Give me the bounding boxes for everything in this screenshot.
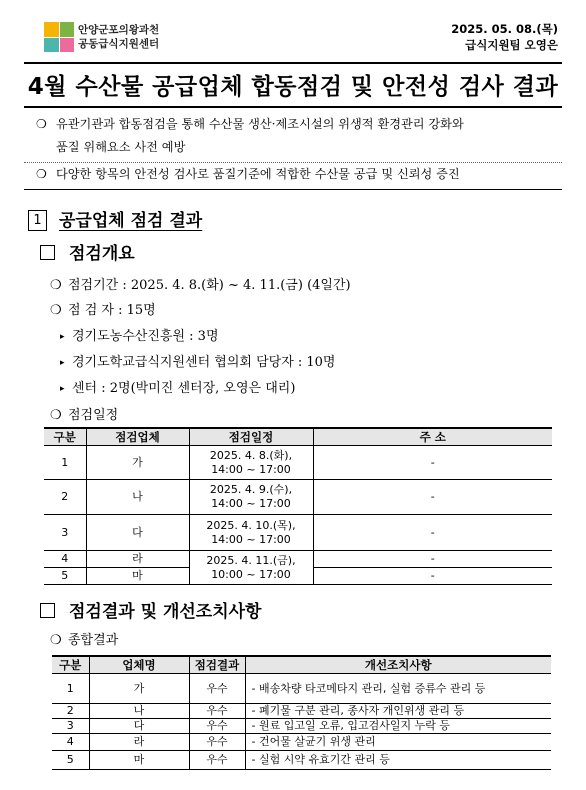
row-address: - [313, 446, 552, 480]
row-action: - 원료 입고일 오류, 입고검사일지 누락 등 [245, 719, 551, 734]
row-action: - 폐기물 구분 관리, 종사자 개인위생 관리 등 [245, 704, 551, 719]
logo-cell [44, 38, 59, 53]
square-bullet-icon [40, 603, 55, 618]
row-company: 마 [89, 751, 189, 770]
row-company: 가 [86, 446, 189, 480]
row-no: 3 [44, 515, 86, 551]
page-title: 4월 수산물 공급업체 합동점검 및 안전성 검사 결과 [27, 74, 559, 100]
row-action: - 건어물 살균기 위생 관리 [245, 734, 551, 751]
table-row [44, 446, 552, 480]
row-date: 2025. 4. 10.(목), [206, 518, 296, 532]
results-heading [40, 597, 261, 622]
row-no: 1 [52, 674, 89, 704]
row-result: 우수 [189, 734, 245, 751]
row-time: 14:00 ~ 17:00 [211, 462, 291, 476]
intro-item-2 [36, 163, 460, 186]
section-number: 1 [28, 210, 47, 231]
table-row [52, 751, 551, 770]
table-row [52, 734, 551, 751]
inspection-period [50, 274, 351, 293]
row-no: 4 [52, 734, 89, 751]
col-header-company: 업체명 [89, 656, 189, 674]
col-header-company: 점검업체 [86, 428, 189, 446]
row-no: 1 [44, 446, 86, 480]
row-no: 2 [52, 704, 89, 719]
table-row [44, 480, 552, 515]
inspector-group-2 [60, 351, 336, 370]
row-address: - [313, 568, 552, 585]
col-header-schedule: 점검일정 [189, 428, 313, 446]
overview-heading [40, 239, 135, 264]
row-no: 3 [52, 719, 89, 734]
row-date: 2025. 4. 8.(화), [209, 448, 293, 462]
section-1-heading [28, 206, 202, 231]
logo-cell [60, 22, 75, 37]
triangle-bullet-icon: ▸ [60, 384, 65, 394]
intro-bottom-rule [24, 189, 562, 190]
row-action: - 실험 시약 유효기간 관리 등 [245, 751, 551, 770]
col-header-address: 주 소 [313, 428, 552, 446]
row-date: 2025. 4. 9.(수), [209, 483, 293, 496]
row-no: 2 [44, 480, 86, 515]
overview-heading-text: 점검개요 [69, 244, 135, 264]
row-company: 라 [89, 734, 189, 751]
intro-item-2-text: 다양한 항목의 안전성 검사로 품질기준에 적합한 수산물 공급 및 신뢰성 증진 [56, 167, 460, 181]
row-company: 나 [86, 480, 189, 515]
table-row [44, 515, 552, 551]
row-time: 14:00 ~ 17:00 [211, 532, 291, 546]
inspectors [50, 299, 156, 318]
row-company: 가 [89, 674, 189, 704]
doc-meta [451, 21, 558, 53]
intro-item-1-line1: 유관기관과 합동점검을 통해 수산물 생산·제조시설의 위생적 환경관리 강화와 [56, 117, 464, 131]
row-company: 다 [89, 719, 189, 734]
inspector-group-1-text: 경기도농수산진흥원 : 3명 [72, 329, 219, 344]
row-company: 나 [89, 704, 189, 719]
row-date: 2025. 4. 11.(금), [206, 553, 296, 567]
hollow-circle-bullet-icon: ❍ [50, 633, 62, 648]
row-no: 5 [52, 751, 89, 770]
center-logo-icon [44, 22, 74, 52]
summary-label-text: 종합결과 [68, 633, 119, 648]
title-top-rule [24, 62, 562, 64]
row-schedule [189, 480, 313, 515]
org-name-line2: 공동급식지원센터 [78, 38, 160, 50]
row-action: - 배송차량 타코메타지 관리, 실험 증류수 관리 등 [245, 674, 551, 704]
row-result: 우수 [189, 704, 245, 719]
org-name [78, 23, 159, 51]
summary-label [50, 629, 118, 648]
table-header-row [52, 656, 551, 674]
title-bottom-rule [24, 106, 562, 108]
inspector-group-3-text: 센터 : 2명(박미진 센터장, 오영은 대리) [72, 381, 296, 396]
logo-cell [44, 22, 59, 37]
hollow-circle-bullet-icon: ❍ [36, 117, 47, 131]
hollow-circle-bullet-icon: ❍ [36, 167, 47, 181]
col-header-no: 구분 [44, 428, 86, 446]
row-no: 4 [44, 551, 86, 568]
org-name-line1: 안양군포의왕과천 [78, 24, 160, 36]
row-address: - [313, 551, 552, 568]
table-header-row [44, 428, 552, 446]
row-time: 14:00 ~ 17:00 [211, 497, 291, 510]
inspector-group-2-text: 경기도학교급식지원센터 협의회 담당자 : 10명 [72, 355, 336, 370]
triangle-bullet-icon: ▸ [60, 332, 65, 342]
row-company: 마 [86, 568, 189, 585]
row-schedule [189, 515, 313, 551]
schedule-table [44, 427, 552, 585]
row-no: 5 [44, 568, 86, 585]
hollow-circle-bullet-icon: ❍ [50, 303, 62, 318]
results-heading-text: 점검결과 및 개선조치사항 [69, 602, 262, 622]
results-table [52, 655, 551, 770]
doc-author: 급식지원팀 오영은 [465, 38, 558, 52]
row-result: 우수 [189, 751, 245, 770]
row-schedule [189, 551, 313, 585]
inspectors-text: 점 검 자 : 15명 [68, 303, 156, 318]
row-address: - [313, 480, 552, 515]
intro-item-1-line2: 품질 위해요소 사전 예방 [56, 140, 186, 154]
col-header-no: 구분 [52, 656, 89, 674]
row-address: - [313, 515, 552, 551]
triangle-bullet-icon: ▸ [60, 358, 65, 368]
table-row [52, 704, 551, 719]
row-time: 10:00 ~ 17:00 [211, 567, 291, 581]
intro-item-1 [36, 113, 464, 159]
table-row [44, 551, 552, 568]
doc-date: 2025. 05. 08.(목) [451, 22, 558, 36]
row-schedule [189, 446, 313, 480]
schedule-label [50, 404, 118, 423]
hollow-circle-bullet-icon: ❍ [50, 408, 62, 423]
row-company: 다 [86, 515, 189, 551]
row-company: 라 [86, 551, 189, 568]
table-row [52, 719, 551, 734]
logo-cell [60, 38, 75, 53]
row-result: 우수 [189, 719, 245, 734]
schedule-label-text: 점검일정 [68, 408, 119, 423]
table-row [52, 674, 551, 704]
inspector-group-3 [60, 377, 295, 396]
square-bullet-icon [40, 245, 55, 260]
section-title: 공급업체 점검 결과 [59, 211, 203, 231]
inspector-group-1 [60, 325, 219, 344]
col-header-result: 점검결과 [189, 656, 245, 674]
row-result: 우수 [189, 674, 245, 704]
col-header-action: 개선조치사항 [245, 656, 551, 674]
hollow-circle-bullet-icon: ❍ [50, 278, 62, 293]
inspection-period-text: 점검기간 : 2025. 4. 8.(화) ~ 4. 11.(금) (4일간) [68, 278, 351, 293]
